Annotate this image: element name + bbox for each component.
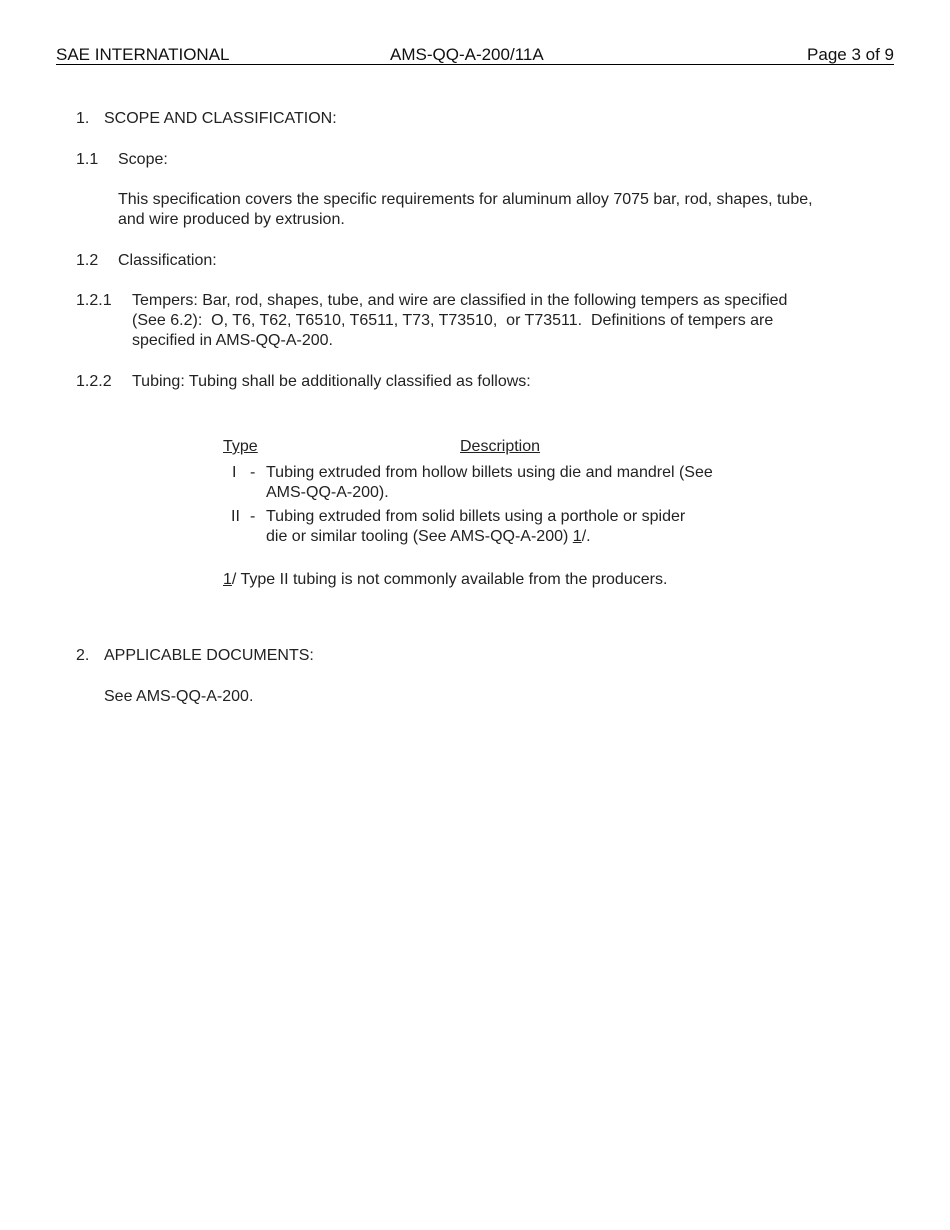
scope-number: 1.1 bbox=[76, 151, 99, 168]
tubing-number: 1.2.2 bbox=[76, 373, 112, 390]
row-type: I bbox=[232, 464, 237, 481]
row-type: II bbox=[231, 508, 240, 525]
page-header bbox=[56, 44, 894, 65]
row-description-line2: AMS-QQ-A-200). bbox=[266, 484, 389, 501]
tempers-line1: Tempers: Bar, rod, shapes, tube, and wire are classified in the following tempers as specified bbox=[132, 292, 788, 309]
row-description-line2-tail: /. bbox=[581, 528, 591, 545]
row-dash: - bbox=[250, 508, 256, 525]
row-description-line2-text: die or similar tooling (See AMS-QQ-A-200) bbox=[266, 528, 573, 545]
footnote-text: / Type II tubing is not commonly available from the producers. bbox=[231, 571, 668, 588]
table-header-type: Type bbox=[223, 438, 258, 455]
tempers-number: 1.2.1 bbox=[76, 292, 112, 309]
scope-body-line1: This specification covers the specific requirements for aluminum alloy 7075 bar, rod, shapes, tube, bbox=[118, 191, 813, 208]
row-dash: - bbox=[250, 464, 256, 481]
classification-number: 1.2 bbox=[76, 252, 99, 269]
header-doc-number: AMS-QQ-A-200/11A bbox=[390, 45, 544, 64]
header-organization: SAE INTERNATIONAL bbox=[56, 45, 230, 64]
row-description-line1: Tubing extruded from hollow billets using die and mandrel (See bbox=[266, 464, 713, 481]
section1-number: 1. bbox=[76, 110, 90, 127]
scope-body-line2: and wire produced by extrusion. bbox=[118, 211, 345, 228]
tubing-text: Tubing: Tubing shall be additionally classified as follows: bbox=[132, 373, 531, 390]
section1-title: SCOPE AND CLASSIFICATION: bbox=[104, 110, 337, 127]
tempers-line2: (See 6.2): O, T6, T62, T6510, T6511, T73, T73510, or T73511. Definitions of tempers are bbox=[132, 312, 774, 329]
row-description-line1: Tubing extruded from solid billets using a porthole or spider bbox=[266, 508, 686, 525]
tempers-line3: specified in AMS-QQ-A-200. bbox=[132, 332, 333, 349]
section2-body: See AMS-QQ-A-200. bbox=[104, 688, 254, 705]
section2-title: APPLICABLE DOCUMENTS: bbox=[104, 647, 314, 664]
footnote-reference: 1 bbox=[572, 528, 582, 545]
section2-number: 2. bbox=[76, 647, 90, 664]
classification-title: Classification: bbox=[118, 252, 217, 269]
header-page-label: Page 3 of 9 bbox=[807, 45, 894, 64]
table-header-description: Description bbox=[460, 438, 541, 455]
scope-title: Scope: bbox=[118, 151, 168, 168]
footnote-marker: 1 bbox=[223, 571, 232, 588]
table-footnote bbox=[223, 570, 667, 590]
row-description-line2 bbox=[266, 527, 591, 547]
